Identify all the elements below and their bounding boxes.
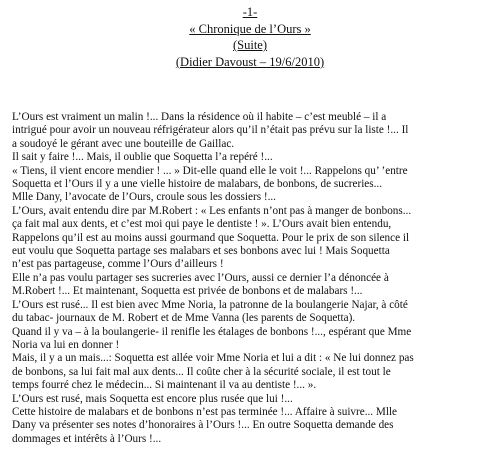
text-line: L’Ours, avait entendu dire par M.Robert : « Les enfants n’ont pas à manger de bonbons... bbox=[12, 204, 412, 217]
text-line: a soudoyé le gérant avec une bouteille de Gaillac. bbox=[12, 137, 235, 150]
text-line: dommages et intérêts à l’Ours !... bbox=[12, 432, 162, 445]
text-line: Il sait y faire !... Mais, il oublie que Soquetta l’a repéré !... bbox=[12, 151, 273, 164]
text-line: de bonbons, sa lui fait mal aux dents... Il coûte cher à la sécurité sociale, il est tout le bbox=[12, 365, 391, 378]
text-line: « Tiens, il vient encore mendier ! ... » Dit-elle quand elle le voit !... Rappelons qu’ ’entre bbox=[12, 164, 408, 177]
chronicle-subtitle: (Suite) bbox=[232, 38, 268, 52]
text-line: eut voulu que Soquetta partage ses malabars et ses bonbons avec lui ! Mais Soquetta bbox=[12, 245, 390, 258]
chronicle-title: « Chronique de l’Ours » bbox=[189, 21, 311, 36]
page-number: -1- bbox=[242, 5, 258, 19]
text-line: Mais, il y a un mais...: Soquetta est allée voir Mme Noria et lui a dit : « Ne lui donnez pas bbox=[12, 352, 414, 365]
text-line: Elle n’a pas voulu partager ses sucreries avec l’Ours, aussi ce dernier l’a dénoncée à bbox=[12, 271, 389, 284]
chronicle-header bbox=[0, 4, 500, 70]
text-line: Cette histoire de malabars et de bonbons n’est pas terminée !... Affaire à suivre... Mlle bbox=[12, 405, 398, 418]
text-line: L’Ours est rusé, mais Soquetta est encore plus rusée que lui !... bbox=[12, 392, 293, 405]
text-line: M.Robert !... Et maintenant, Soquetta est privée de bonbons et de malabars !... bbox=[12, 285, 363, 298]
chronicle-byline: (Didier Davoust – 19/6/2010) bbox=[175, 54, 325, 69]
text-line: ça fait mal aux dents, et c’est moi qui paye le dentiste ! ». L’Ours avait bien entendu, bbox=[12, 218, 392, 231]
text-line: L’Ours est rusé... Il est bien avec Mme Noria, la patronne de la boulangerie Najar, à côté bbox=[12, 298, 408, 311]
text-line: Rappelons qu’il est au moins aussi gourmand que Soquetta. Pour le prix de son silence il bbox=[12, 231, 410, 244]
text-line: du tabac- journaux de M. Robert et de Mme Vanna (les parents de Soquetta). bbox=[12, 312, 356, 325]
text-line: L’Ours est vraiment un malin !... Dans la résidence où il habite – c’est meublé – il a bbox=[12, 111, 387, 123]
text-line: Soquetta et l’Ours il y a une vielle histoire de malabars, de bonbons, de sucreries... bbox=[12, 178, 383, 191]
text-line: Mlle Dany, l’avocate de l’Ours, croule sous les dossiers !... bbox=[12, 191, 276, 204]
text-line: temps fourré chez le médecin... Si maintenant il va au dentiste !... ». bbox=[12, 379, 317, 392]
text-line: Dany va présenter ses notes d’honoraires à l’Ours !... En outre Soquetta demande des bbox=[12, 419, 394, 432]
text-line: n’est pas partageuse, comme l’Ours d’ailleurs ! bbox=[12, 258, 224, 271]
text-line: intrigué pour avoir un nouveau réfrigérateur alors qu’il n’était pas prévu sur la liste !... Il bbox=[12, 124, 409, 137]
chronicle-body bbox=[12, 111, 494, 446]
text-line: Noria va lui en donner ! bbox=[12, 338, 120, 351]
text-line: Quand il y va – à la boulangerie- il renifle les étalages de bonbons !..., espérant que Mme bbox=[12, 325, 412, 338]
